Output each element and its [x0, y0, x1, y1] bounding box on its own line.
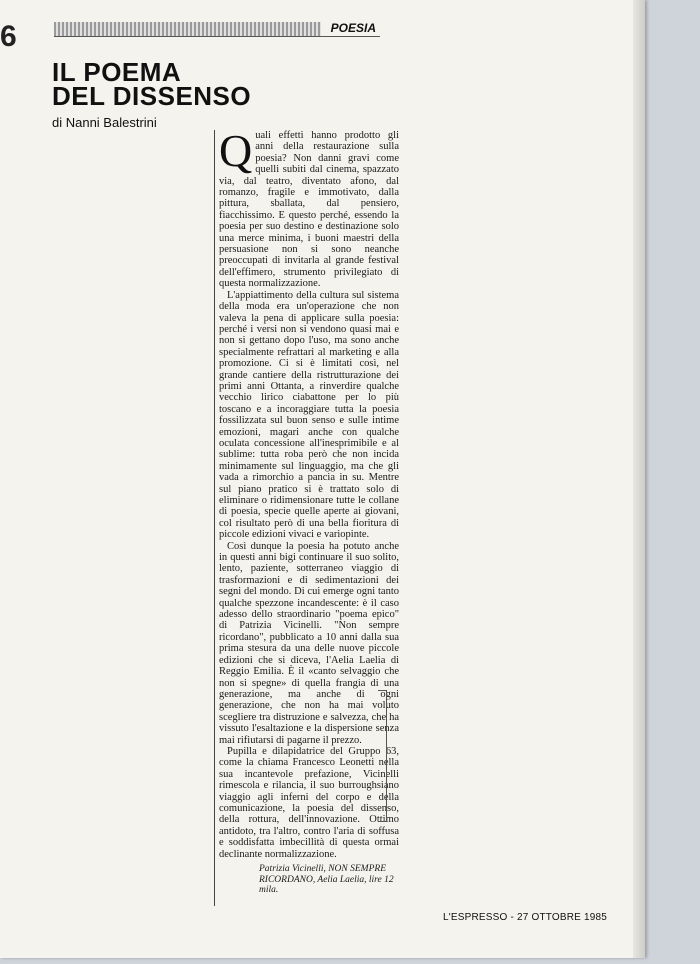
article-body	[219, 125, 399, 860]
paragraph-text: uali effetti hanno prodotto gli anni della restaurazione sulla poesia? Non danni gravi come quelli subiti dal cinema, spazzato via, dal teatro, diventato afono, dal romanzo, fragile e immotivato, dalla pittura, sballata, dal pensiero, fiacchissimo. E questo perché, essendo la poesia per suo destino e destinazione solo una merce minima, i buoni maestri della persuasione non si sono neanche preoccupati di invitarla al grande festival dell'effimero, strumento privilegiato di questa normalizzazione.	[219, 130, 399, 290]
article-paragraph: Pupilla e dilapidatrice del Gruppo 63, come la chiama Francesco Leonetti nella sua incantevole prefazione, Vicinelli rimescola e rilancia, il suo burroughsiano viaggio agli inferni del corpo e della comunicazione, la poesia del dissenso, della rottura, dell'innovazione. Ottimo antidoto, tra l'altro, contro l'aria di soffusa e soddisfatta imbecillità di questa ormai declinante normalizzazione.	[219, 745, 399, 860]
page-edge	[633, 0, 645, 958]
section-label: POESIA	[321, 20, 380, 36]
drop-cap: Q	[219, 125, 253, 176]
section-header-bar	[54, 22, 380, 37]
byline: di Nanni Balestrini	[52, 115, 157, 130]
margin-bracket-mark	[378, 690, 387, 822]
article-column	[214, 125, 399, 906]
headline-line-2: DEL DISSENSO	[52, 81, 252, 111]
page-footer: L'ESPRESSO - 27 OTTOBRE 1985	[443, 912, 608, 923]
article-paragraph: Così dunque la poesia ha potuto anche in questi anni bigi continuare il suo solito, lento, paziente, sotterraneo viaggio di trasformazioni e di sedimentazioni dei segni del mondo. Di cui emerge ogni tanto qualche spezzone incandescente: è il caso adesso dello straordinario "poema epico" di Patrizia Vicinelli. "Non sempre ricordano", pubblicato a 10 anni dalla sua prima stesura da una delle nuove piccole edizioni che si diceva, l'Aelia Laelia di Reggio Emilia. È il «canto selvaggio che non si spegne» di quella frangia di una generazione, ma anche di ogni generazione, che non ha mai voluto scegliere tra distruzione e salvezza, che ha vissuto l'esaltazione e la dispersione senza mai rifiutarsi di pagarne il prezzo.	[219, 540, 399, 746]
book-credit: Patrizia Vicinelli, NON SEMPRE RICORDANO, Aelia Laelia, lire 12 mila.	[259, 864, 394, 895]
article-paragraph: L'appiattimento della cultura sul sistema della moda era un'operazione che non valeva la pena di applicare sulla poesia: perché i versi non si vendono quasi mai e non si gettano dopo l'uso, ma sono anche specialmente refrattari al marketing e alla promozione. Ci si è limitati così, nel grande cantiere della ristrutturazione dei primi anni Ottanta, a rinverdire qualche vecchio lirico ciabattone per lo più toscano e a incoraggiare tutta la poesia fossilizzata sul buon senso e sulle intime emozioni, magari anche con qualche oculata concessione all'inesprimibile e al sublime: tutta roba però che non incida minimamente sul linguaggio, ma che gli vada a rimorchio a pancia in su. Mentre sul piano pratico si è trattato solo di eliminare o ridimensionare tutte le collane di poesia, specie quelle aperte ai giovani, col risultato però di una bella fioritura di piccole edizioni vivaci e variopinte.	[219, 289, 399, 541]
article-paragraph	[219, 125, 399, 290]
article-headline	[52, 57, 252, 111]
headline-line-1: IL POEMA	[52, 57, 182, 87]
page-number-mark: 6	[0, 20, 14, 53]
